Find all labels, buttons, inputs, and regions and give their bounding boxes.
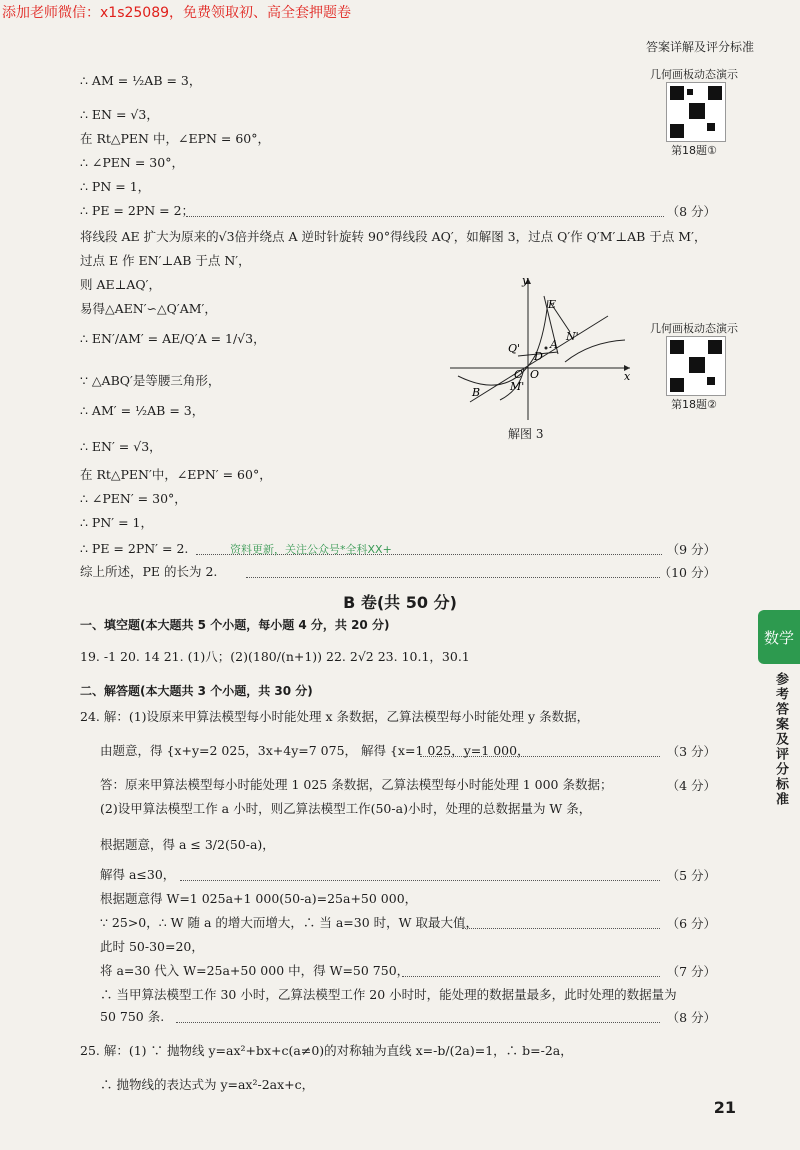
q25-line: 25. 解：(1) ∵ 抛物线 y=ax²+bx+c(a≠0)的对称轴为直线 x=-b/(2a)=1，∴ b=-2a， [80,1043,573,1058]
fill-answers: 19. -1 20. 14 21. (1)八；(2)(180/(n+1)) 22. 2√2 23. 10.1，30.1 [80,649,470,664]
score-label: （8 分） [666,204,716,219]
solution-line: 在 Rt△PEN 中，∠EPN = 60°， [80,131,270,146]
solution-line: 易得△AEN′∽△Q′AM′， [80,301,217,316]
point-label-a: A [550,338,558,351]
solution-line: ∵ △ABQ′是等腰三角形， [80,373,221,388]
q24-line: ∵ 25>0，∴ W 随 a 的增大而增大，∴ 当 a=30 时，W 取最大值， [100,915,478,930]
watermark: 添加老师微信：x1s25089，免费领取初、高全套押题卷 [2,5,352,21]
solution-line: 过点 E 作 EN′⊥AB 于点 N′， [80,253,251,268]
score-label: （8 分） [666,1010,716,1025]
solution-line: ∴ ∠PEN′ = 30°， [80,491,187,506]
point-label-q: Q' [508,342,521,355]
q24-line: 解得 a≤30， [100,867,176,882]
qr2-caption-top: 几何画板动态演示 [650,322,738,335]
header-title: 答案详解及评分标准 [645,40,754,54]
solution-line: 将线段 AE 扩大为原来的√3倍并绕点 A 逆时针旋转 90°得线段 AQ′，如解图 3，过点 Q′作 Q′M′⊥AB 于点 M′， [80,229,707,244]
subject-tab[interactable]: 数学 [758,610,800,664]
q24-line: 将 a=30 代入 W=25a+50 000 中，得 W=50 750， [100,963,410,978]
point-label-m: M' [510,380,525,393]
side-label: 参考答案及评分标准 [773,672,788,807]
figure-caption: 解图 3 [508,427,544,441]
qr1-caption-bottom: 第18题① [671,144,717,157]
q24-line: 根据题意，得 a ≤ 3/2(50-a)， [100,837,275,852]
solution-line: ∴ EN′/AM′ = AE/Q′A = 1/√3， [80,331,266,346]
solution-line: ∴ PE = 2PN = 2； [80,203,195,218]
solution-line: ∴ EN′ = √3， [80,439,162,454]
solution-line: ∴ PN = 1， [80,179,151,194]
solution-line: ∴ AM′ = ½AB = 3， [80,403,205,418]
q24-line: 答：原来甲算法模型每小时能处理 1 025 条数据，乙算法模型每小时能处理 1 000 条数据； [100,777,613,792]
solution-line: ∴ PN′ = 1， [80,515,153,530]
q24-line: (2)设甲算法模型工作 a 小时，则乙算法模型工作(50-a)小时，处理的总数据量为 W 条， [100,801,592,816]
score-label: （3 分） [666,744,716,759]
q24-line: 此时 50-30=20， [100,939,204,954]
score-label: （6 分） [666,916,716,931]
qr2-caption-bottom: 第18题② [671,398,717,411]
solution-line: 综上所述，PE 的长为 2. [80,564,218,579]
q25-line: ∴ 抛物线的表达式为 y=ax²-2ax+c， [100,1077,315,1092]
axis-label-x: x [624,370,631,383]
axis-label-y: y [522,274,529,287]
solution-line: 则 AE⊥AQ′， [80,277,161,292]
page-number: 21 [713,1098,736,1117]
watermark-stamp: 资料更新，关注公众号*全科XX+ [230,543,392,556]
q24-line: 24. 解：(1)设原来甲算法模型每小时能处理 x 条数据，乙算法模型每小时能处理 y 条数据， [80,709,590,724]
score-label: （7 分） [666,964,716,979]
solution-line: ∴ ∠PEN = 30°， [80,155,184,170]
point-label-o: O [530,368,540,381]
point-label-b: B [472,386,481,399]
point-label-e: E [548,298,557,311]
section-b-title: B 卷(共 50 分) [343,593,457,612]
score-label: （4 分） [666,778,716,793]
solution-line: ∴ PE = 2PN′ = 2. [80,541,189,556]
solution-line: ∴ EN = √3， [80,107,159,122]
point-label-d: D [534,350,543,363]
q24-line: 50 750 条. [100,1009,165,1024]
q24-line: 由题意，得 {x+y=2 025，3x+4y=7 075， 解得 {x=1 025，y=1 000， [100,743,530,758]
q24-line: ∴ 当甲算法模型工作 30 小时，乙算法模型工作 20 小时时，能处理的数据量最多，此时处理的数据量为 [100,987,677,1002]
score-label: （9 分） [666,542,716,557]
solve-title: 二、解答题(本大题共 3 个小题，共 30 分) [80,684,313,698]
point-label-n: N' [566,330,579,343]
point-label-c: C [514,368,523,381]
qr1-caption-top: 几何画板动态演示 [650,68,738,81]
qr-code-icon[interactable] [666,82,726,142]
fill-title: 一、填空题(本大题共 5 个小题，每小题 4 分，共 20 分) [80,618,390,632]
geometry-figure [440,272,640,422]
q24-line: 根据题意得 W=1 025a+1 000(50-a)=25a+50 000， [100,891,418,906]
score-label: （10 分） [658,565,716,580]
score-label: （5 分） [666,868,716,883]
qr-code-icon[interactable] [666,336,726,396]
solution-line: ∴ AM = ½AB = 3， [80,73,202,88]
solution-line: 在 Rt△PEN′中，∠EPN′ = 60°， [80,467,272,482]
